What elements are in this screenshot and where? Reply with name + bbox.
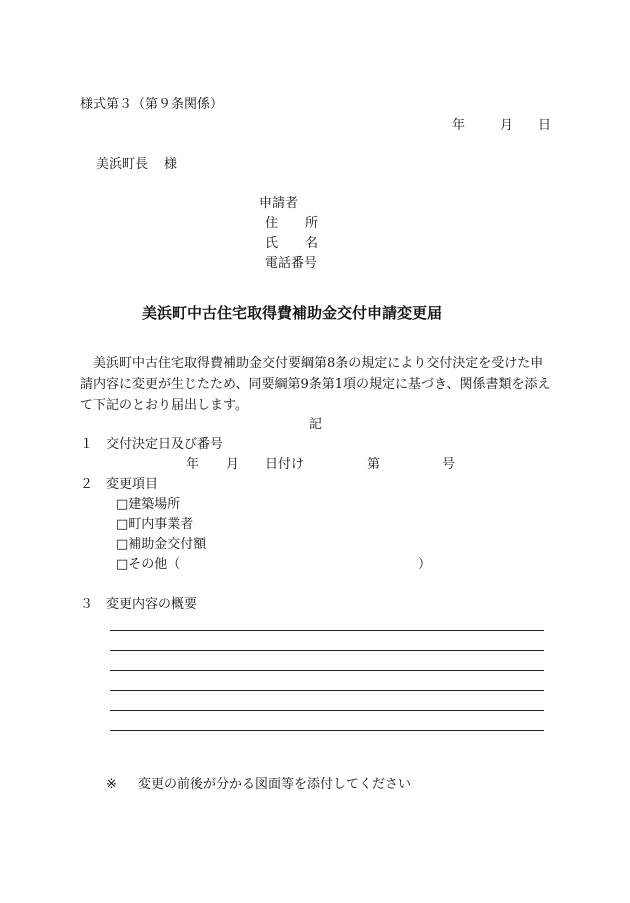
- applicant-name-label-2: 名: [305, 236, 319, 251]
- summary-line-4: [110, 690, 544, 691]
- applicant-name-label-1: 氏: [265, 236, 279, 251]
- item-1-dated: 日付け: [265, 457, 305, 472]
- option-subsidy-amount: □補助金交付額: [116, 537, 207, 552]
- body-paragraph: 美浜町中古住宅取得費補助金交付要綱第8条の規定により交付決定を受けた申請内容に変更が生じたため、同要綱第9条第1項の規定に基づき、関係書類を添えて下記のとおり届出します。: [80, 356, 551, 413]
- ki-marker: 記: [309, 417, 323, 432]
- form-label: 様式第３（第９条関係）: [80, 97, 224, 112]
- item-1-label: １ 交付決定日及び番号: [80, 437, 224, 452]
- date-month: 月: [500, 118, 514, 133]
- item-3-label: ３ 変更内容の概要: [80, 597, 198, 612]
- applicant-phone-label: 電話番号: [265, 256, 318, 271]
- summary-line-6: [110, 730, 544, 731]
- option-other-close: ）: [418, 557, 432, 572]
- addressee-name: 美浜町長: [96, 157, 149, 172]
- item-2-label: ２ 変更項目: [80, 477, 159, 492]
- summary-line-2: [110, 650, 544, 651]
- addressee-honorific: 様: [164, 157, 178, 172]
- applicant-address-label-2: 所: [305, 216, 319, 231]
- item-1-dai: 第: [367, 457, 381, 472]
- summary-line-5: [110, 710, 544, 711]
- summary-line-1: [110, 630, 544, 631]
- applicant-heading: 申請者: [259, 196, 299, 211]
- option-local-contractor: □町内事業者: [116, 517, 194, 532]
- item-1-gou: 号: [442, 457, 456, 472]
- option-other: □その他（: [116, 557, 181, 572]
- applicant-address-label-1: 住: [265, 216, 279, 231]
- note-mark: ※: [106, 777, 117, 792]
- item-1-year: 年: [186, 457, 200, 472]
- date-year: 年: [452, 118, 466, 133]
- note-text: 変更の前後が分かる図面等を添付してください: [138, 777, 412, 792]
- item-1-month: 月: [226, 457, 240, 472]
- document-title: 美浜町中古住宅取得費補助金交付申請変更届: [142, 304, 443, 322]
- date-day: 日: [538, 118, 552, 133]
- option-building-site: □建築場所: [116, 497, 181, 512]
- summary-line-3: [110, 670, 544, 671]
